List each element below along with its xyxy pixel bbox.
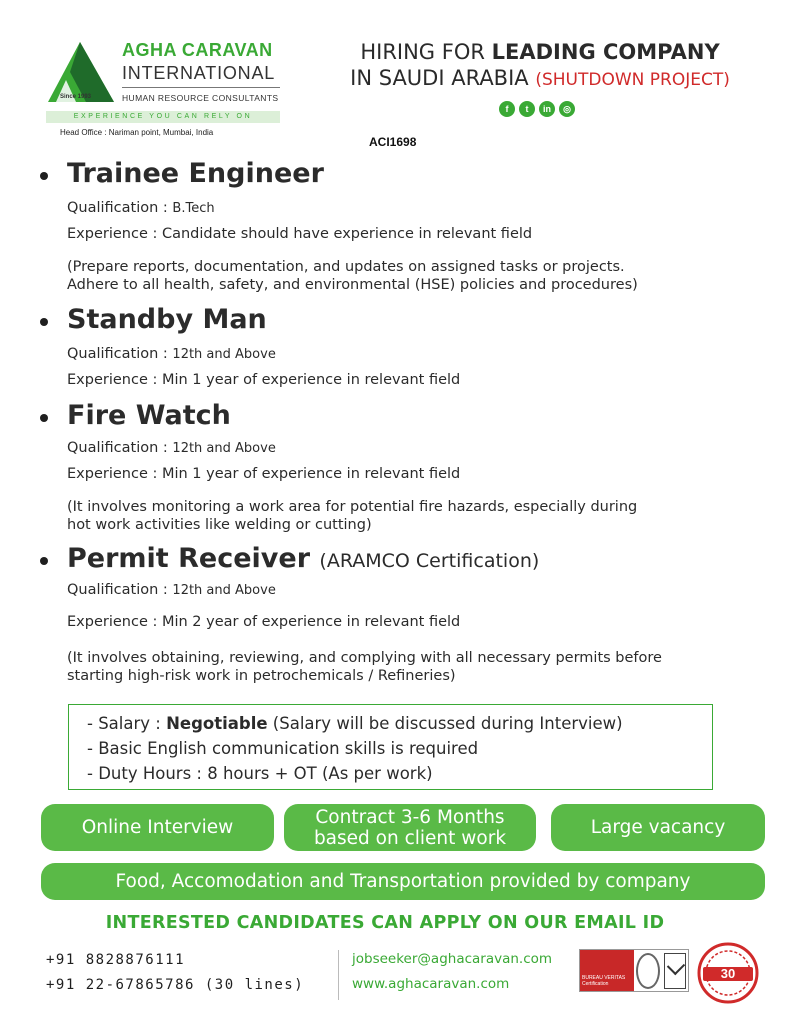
contract-badge: Contract 3-6 Months based on client work: [284, 804, 536, 851]
linkedin-icon[interactable]: in: [539, 101, 555, 117]
since-label: Since 1993: [60, 94, 92, 100]
anniversary-number: 30: [720, 966, 736, 981]
reference-code: ACI1698: [369, 135, 417, 149]
anniversary-badge-icon: [697, 942, 759, 1004]
twitter-icon[interactable]: t: [519, 101, 535, 117]
job-description-2: hot work activities like welding or cutting): [67, 517, 372, 533]
hiring-header: [300, 40, 780, 90]
bullet-icon: [40, 414, 48, 422]
brand-subtitle: HUMAN RESOURCE CONSULTANTS: [122, 93, 279, 103]
social-links: [499, 101, 575, 117]
company-logo: [40, 38, 290, 150]
bureau-veritas-icon: BUREAU VERITAS Certification: [580, 950, 634, 991]
duty-hours-line: - Duty Hours : 8 hours + OT (As per work): [87, 764, 433, 783]
head-office: Head Office : Nariman point, Mumbai, India: [60, 128, 214, 137]
english-line: - Basic English communication skills is required: [87, 739, 479, 758]
instagram-icon[interactable]: ◎: [559, 101, 575, 117]
seal-icon: [636, 953, 660, 989]
qualification: Qualification : 12th and Above: [67, 582, 276, 598]
bullet-icon: [40, 557, 48, 565]
brand-tagline: EXPERIENCE YOU CAN RELY ON: [46, 111, 280, 123]
job-description-2: Adhere to all health, safety, and environmental (HSE) policies and procedures): [67, 277, 638, 293]
job-title: Trainee Engineer: [67, 158, 324, 189]
phone-landline[interactable]: +91 22-67865786 (30 lines): [46, 977, 305, 993]
job-description-1: (It involves obtaining, reviewing, and complying with all necessary permits before: [67, 650, 662, 666]
qualification: Qualification : B.Tech: [67, 200, 215, 216]
online-interview-badge: Online Interview: [41, 804, 274, 851]
job-description-1: (Prepare reports, documentation, and updates on assigned tasks or projects.: [67, 259, 625, 275]
job-title: Standby Man: [67, 304, 267, 335]
brand-name-2: INTERNATIONAL: [122, 63, 276, 83]
bullet-icon: [40, 172, 48, 180]
brand-name: AGHA CARAVAN: [122, 40, 273, 60]
hiring-line-2: IN SAUDI ARABIA (SHUTDOWN PROJECT): [350, 66, 730, 90]
large-vacancy-badge: Large vacancy: [551, 804, 765, 851]
hiring-line-1: HIRING FOR LEADING COMPANY: [360, 40, 720, 64]
experience: Experience : Min 1 year of experience in relevant field: [67, 466, 461, 482]
qualification: Qualification : 12th and Above: [67, 346, 276, 362]
job-title: Fire Watch: [67, 400, 231, 431]
website-link[interactable]: www.aghacaravan.com: [352, 976, 510, 992]
ukas-check-icon: [664, 953, 686, 989]
brand-divider: [122, 87, 280, 88]
salary-line: - Salary : Negotiable (Salary will be discussed during Interview): [87, 714, 623, 733]
job-description-2: starting high-risk work in petrochemicals / Refineries): [67, 668, 456, 684]
bullet-icon: [40, 318, 48, 326]
job-title: Permit Receiver (ARAMCO Certification): [67, 543, 540, 574]
job-description-1: (It involves monitoring a work area for potential fire hazards, especially during: [67, 499, 638, 515]
email-link[interactable]: jobseeker@aghacaravan.com: [352, 951, 553, 967]
qualification: Qualification : 12th and Above: [67, 440, 276, 456]
benefits-badge: Food, Accomodation and Transportation provided by company: [41, 863, 765, 900]
apply-call-to-action: INTERESTED CANDIDATES CAN APPLY ON OUR EMAIL ID: [105, 913, 665, 933]
facebook-icon[interactable]: f: [499, 101, 515, 117]
certification-logo: [579, 949, 689, 992]
experience: Experience : Min 2 year of experience in relevant field: [67, 614, 461, 630]
experience: Experience : Candidate should have experience in relevant field: [67, 226, 533, 242]
experience: Experience : Min 1 year of experience in relevant field: [67, 372, 461, 388]
phone-mobile[interactable]: +91 8828876111: [46, 952, 186, 968]
terms-box: [68, 704, 713, 790]
footer-divider: [338, 950, 339, 1000]
